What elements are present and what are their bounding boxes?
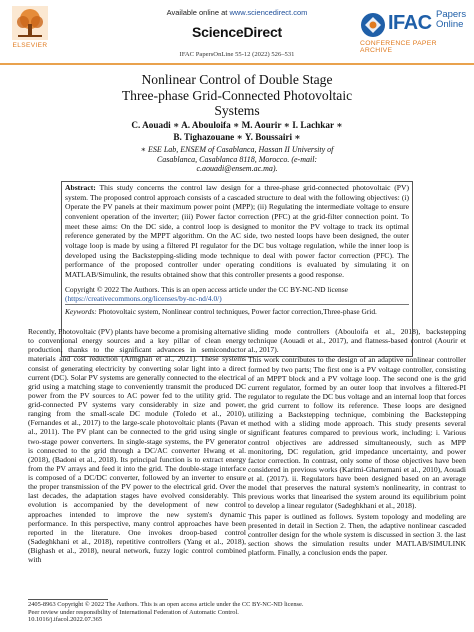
body-right-column	[248, 327, 466, 557]
elsevier-wordmark: ELSEVIER	[12, 42, 48, 49]
available-online: Available online at www.sciencedirect.com	[166, 8, 308, 17]
right-paragraph-1: sliding mode controllers (Abouloifa et al., 2018), backstepping technique (Aouadi et al., 2017), and flatness-based control (Aourir et al., 2017).	[248, 327, 466, 355]
right-paragraph-3: This paper is outlined as follows. System topology and modeling are presented in detail in Section 2. Then, the adaptive nonlinear cascaded controller design for the whole system is discussed in section 3. the last section shows the simulation results under MATLAB/SIMULINK platform. Finally, a conclusion ends the paper.	[248, 511, 466, 557]
header-rule	[0, 63, 474, 65]
footer-rule	[28, 599, 108, 600]
keywords-rule	[65, 304, 409, 305]
copyright-notice: Copyright © 2022 The Authors. This is an open access article under the CC BY-NC-ND license (https://creativecommons.org/licenses/by-nc-nd/4.0/)	[65, 285, 348, 304]
sciencedirect-brand: ScienceDirect	[191, 24, 282, 40]
keywords: Keywords: Photovoltaic system, Nonlinear control techniques, Power factor correction,Three-phase Grid.	[65, 307, 377, 316]
body-left-column: Recently, Photovoltaic (PV) plants have become a promising alternative to conventional energy sources and a key pillar of clean energy production, thanks to the significant advances in semiconductor materials and cost reduction (Armghan et al., 2021). These systems consist of generating electricity by converting solar light into a direct current (DC). Solar PV systems are generally connected to the electrical grid using a matching stage to conveniently transmit the produced DC power from the PV sources to AC power fed to the utility grid. The grid-connected PV systems vary considerably in size and power, ranging from the small-scale DC module (Toledo et al., 2010), (Fernandes et al., 2017) to the large-scale photovoltaic plants (Pavan et al., 2011). The PV plant can be connected to the grid using single or two-stage power converters. In single-stage systems, the PV generator is connected to the grid through a DC/AC converter Hwang et al. (2018), (Badoni et al., 2018). Its principal function is to extract energy from the PV arrays and feed it into the grid. The double-stage interface is composed of a DC/DC converter, followed by an inverter to ensure the proper transmission of the PV power to the electrical grid. Over the last decades, the adaptation stages have evolved considerably. This evolution is accompanied by the development of new control approaches intended to improve the new system's dynamic performance. In this perspective, many control approaches have been reported in the literature. One invokes droop-based control (Sadeghkhani et al., 2018), repetitive controllers (Yang et al., 2018), (Bighash et al., 2018), neural network, fuzzy logic control combined with	[28, 327, 246, 565]
footer-notice: 2405-8963 Copyright © 2022 The Authors. This is an open access article under the CC BY-NC-ND license. Peer review under responsibility of International Federation of Automatic Control. 10.1016/j.ifacol.2022.07.365	[28, 601, 304, 624]
affiliation: ∗ ESE Lab, ENSEM of Casablanca, Hassan II University of Casablanca, Casablanca 8118, Morocco. (e-mail: c.aouadi@ensem.ac.ma).	[140, 145, 334, 174]
right-paragraph-2: This work contributes to the design of an adaptive nonlinear controller formed by two parts; The first one is a PV voltage controller, consisting of an MPPT block and a PV voltage loop. The second one is the grid current regulator, formed by an outer loop that involves a filtered-PI regulator to regulate the DC bus voltage and an internal loop that forces the grid current to follow its reference. These loops are designed utilizing a Backstepping technique, combining the Backstepping method with a sliding mode approach. This study presents several significant features compared to previous work, including: i. Various control objectives are addressed simultaneously, such as MPP monitoring, DC regulation, grid impedance uncertainty, and power factor correction. In contrast, only some of those objectives have been considered in previous works (Karimi-Ghartemani et al., 2010), Aouadi et al. (2017). ii. Regulators have been designed based on an average model that preserves the natural system's nonlinearity, in contrast to previous works that linearised the system around its equilibrium point to develop a linear regulator (Sadeghkhani et al., 2018).	[248, 355, 466, 511]
journal-reference: IFAC PapersOnLine 55-12 (2022) 526–531	[179, 51, 295, 58]
license-link[interactable]: (https://creativecommons.org/licenses/by-nc-nd/4.0/)	[65, 294, 222, 304]
ifac-emblem-icon	[360, 12, 386, 38]
ifac-conference-archive: CONFERENCE PAPER ARCHIVE	[360, 40, 437, 54]
abstract-text: Abstract: This study concerns the control law design for a three-phase grid-connected photovoltaic (PV) system. The proposed control approach consists of a cascaded structure to deal with the following objectives: (i) Operate the PV panels at their maximum power point (MPP); (ii) Regulating the intermediate voltage to ensure convenient operation of the inverter; (iii) Power factor correction (PFC) at the grid-filter connection point. To meet these aims: On the DC side, a control loop is designed to monitor the PV voltage to track its optimal reference generated by the MPPT algorithm. On the AC side, two nested loops have been designed, the outer voltage loop is made by using a filtered PI regulator for the DC bus voltage regulation, while the inner loop is developed using the Backstepping-sliding mode technique to deal with power factor correction (PFC). The performance of the proposed controller under operating conditions is evaluated by simulating it on MATLAB/Simulink, the results obtained show that this controller presents a good response.	[65, 183, 410, 279]
sciencedirect-link[interactable]: www.sciencedirect.com	[229, 8, 308, 17]
ifac-wordmark: IFAC	[388, 12, 432, 34]
ifac-papers-online: Papers Online	[436, 9, 467, 30]
paper-title: Nonlinear Control of Double Stage Three-phase Grid-Connected Photovoltaic Systems	[121, 72, 353, 118]
ifac-logo	[360, 6, 468, 52]
author-list: C. Aouadi ∗ A. Abouloifa ∗ M. Aourir ∗ I. Lachkar ∗ B. Tighazouane ∗ Y. Boussairi ∗	[131, 120, 343, 142]
